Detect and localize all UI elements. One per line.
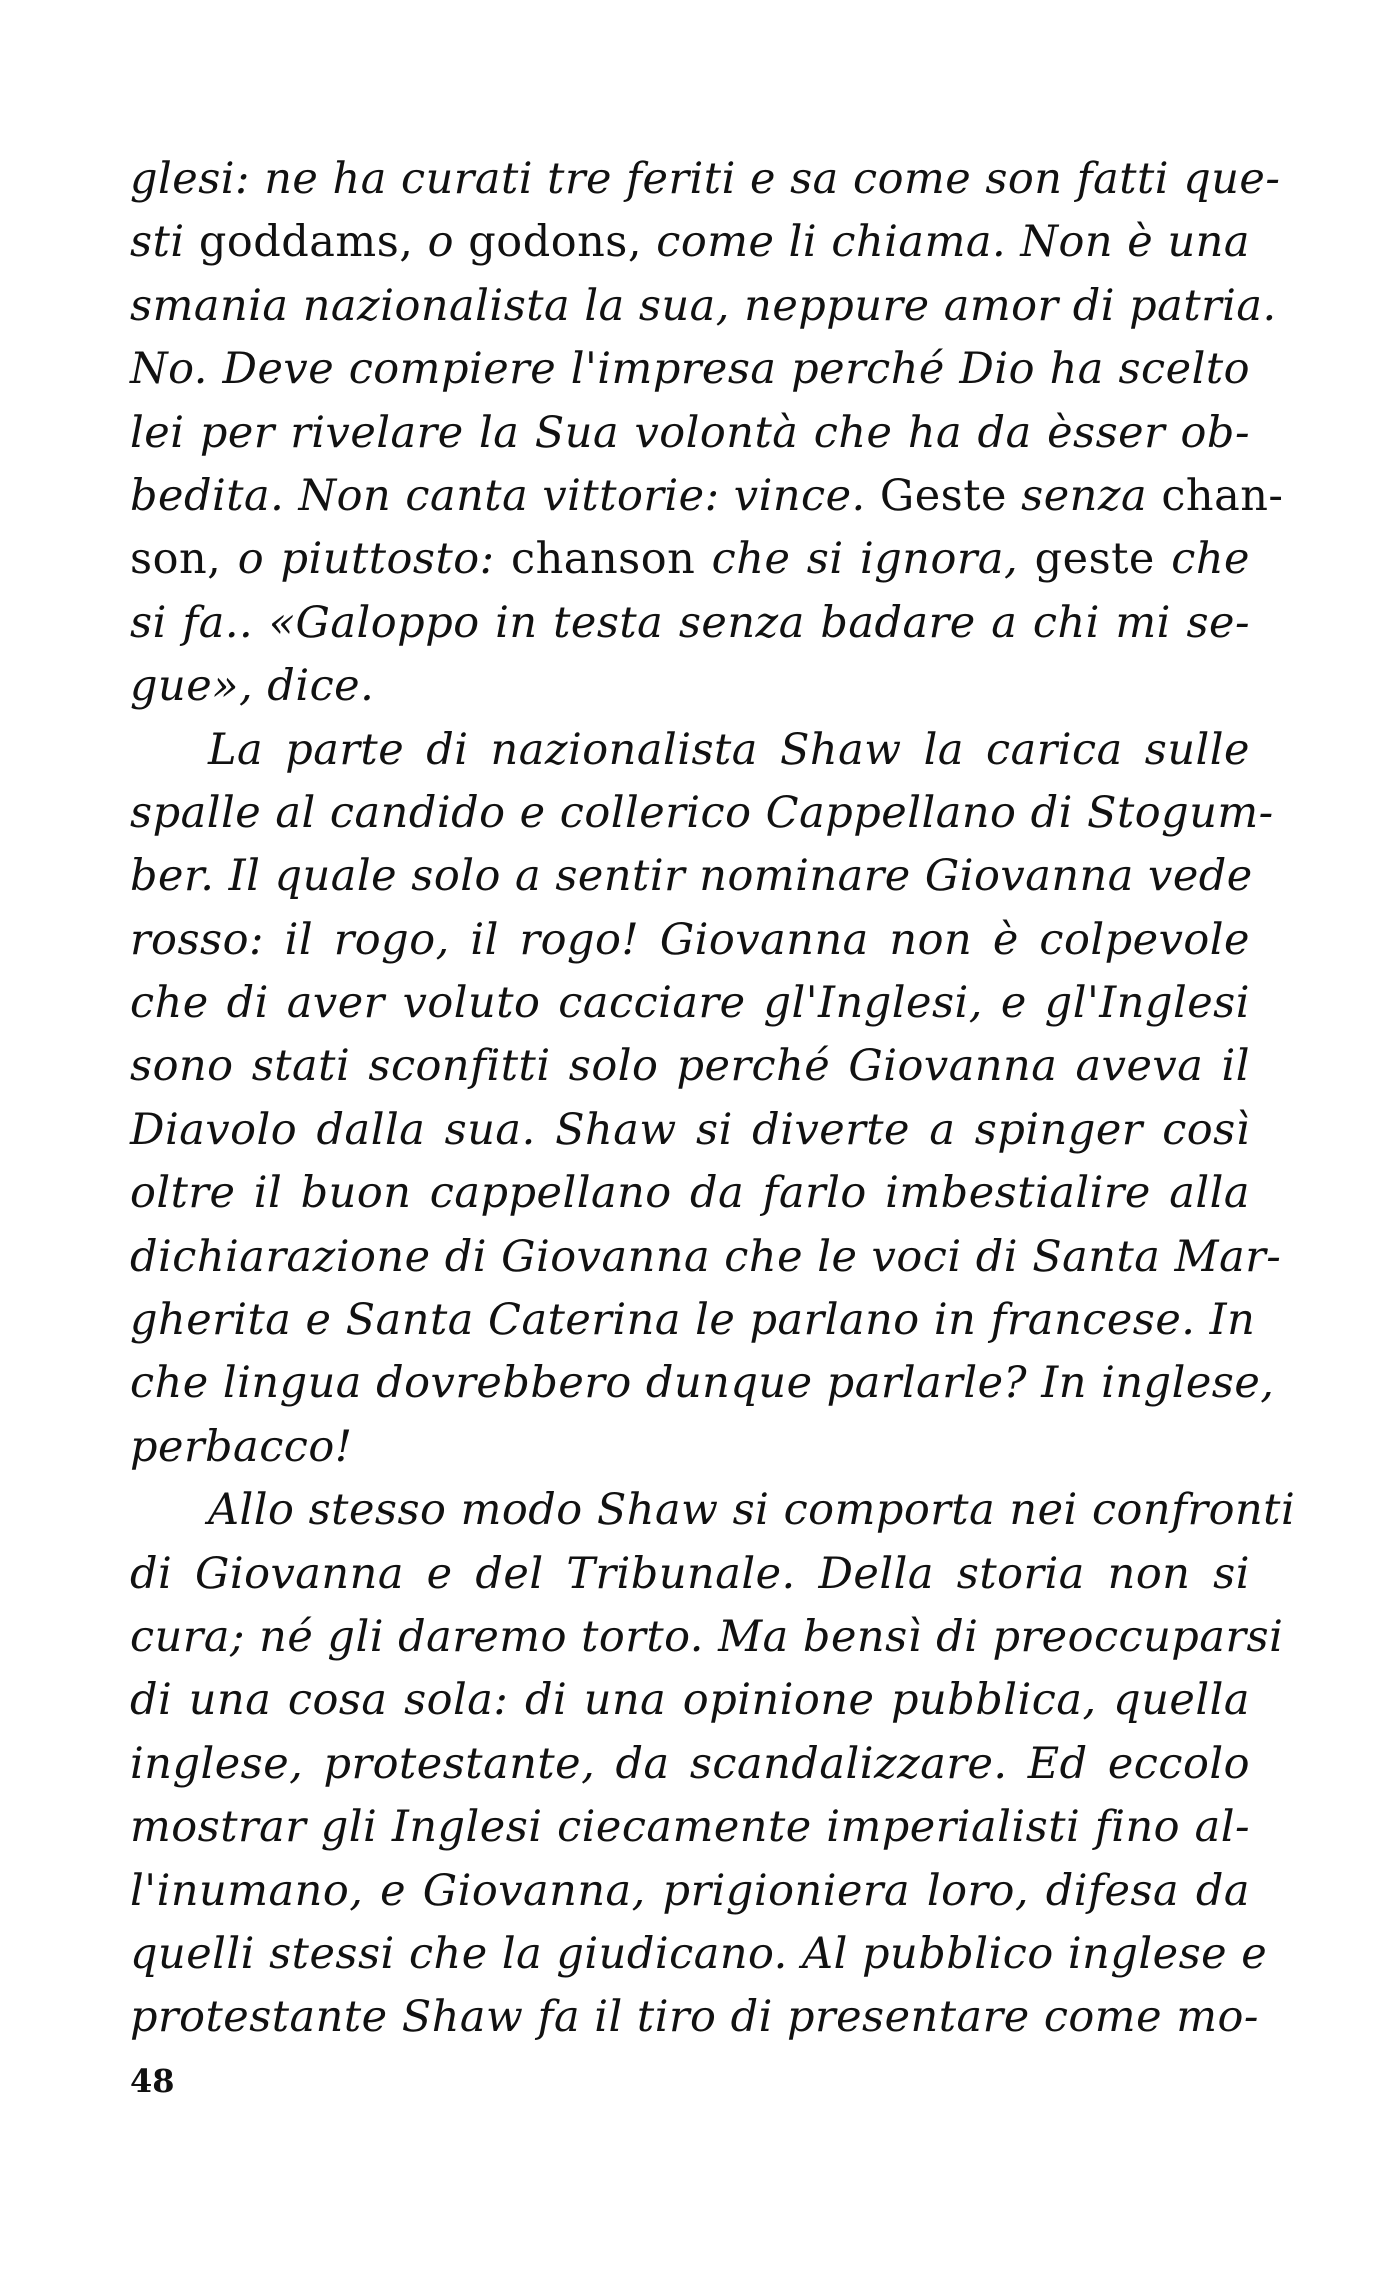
text-segment: di una cosa sola: di una opinione pubblica, quella	[130, 1675, 1250, 1726]
text-segment: Allo stesso modo Shaw si comporta nei confronti	[208, 1485, 1296, 1536]
text-segment: si fa.. «Galoppo in testa senza badare a chi mi se-	[130, 597, 1250, 648]
text-line	[130, 211, 1250, 274]
text-line	[130, 1162, 1250, 1225]
text-line	[130, 402, 1250, 465]
text-segment: oltre il buon cappellano da farlo imbestialire alla	[130, 1168, 1250, 1219]
page-number: 48	[130, 2062, 175, 2100]
text-segment: quelli stessi che la giudicano. Al pubblico inglese e	[130, 1928, 1268, 1979]
text-line	[130, 338, 1250, 401]
text-segment: gue», dice.	[130, 661, 375, 712]
text-segment: No. Deve compiere l'impresa perché Dio ha scelto	[130, 344, 1250, 395]
text-segment: lei per rivelare la Sua volontà che ha da èsser ob-	[130, 407, 1250, 458]
text-line	[130, 1923, 1268, 1986]
text-segment: chanson	[494, 534, 712, 585]
page-body	[130, 148, 1296, 2148]
text-segment: che lingua dovrebbero dunque parlarle? In inglese,	[130, 1358, 1275, 1409]
text-segment: l'inumano, e Giovanna, prigioniera loro, difesa da	[130, 1865, 1250, 1916]
text-segment: goddams,	[184, 217, 428, 268]
text-segment: protestante Shaw fa il tiro di presentare come mo-	[130, 1992, 1259, 2043]
text-line	[130, 1479, 1296, 1542]
text-segment: senza	[1021, 470, 1148, 521]
text-line	[130, 1352, 1275, 1415]
text-segment: smania nazionalista la sua, neppure amor di patria.	[130, 280, 1277, 331]
text-line	[130, 1289, 1256, 1352]
text-line	[130, 1986, 1259, 2049]
text-line	[130, 1606, 1284, 1669]
text-line	[130, 1416, 1250, 1479]
text-line	[130, 592, 1250, 655]
text-segment: glesi: ne ha curati tre feriti e sa come son fatti que-	[130, 154, 1281, 204]
text-line	[130, 909, 1250, 972]
text-segment: perbacco!	[130, 1421, 353, 1472]
text-segment: dichiarazione di Giovanna che le voci di Santa Mar-	[130, 1231, 1282, 1282]
text-segment: cura; né gli daremo torto. Ma bensì di preoccuparsi	[130, 1611, 1284, 1662]
text-segment: sti	[130, 217, 185, 268]
text-segment: o piuttosto:	[237, 534, 495, 585]
text-line	[130, 1733, 1250, 1796]
text-segment: che	[1171, 534, 1250, 585]
text-line	[130, 148, 1281, 211]
text-line	[130, 719, 1250, 782]
text-segment: geste	[1018, 534, 1172, 585]
text-segment: La parte di nazionalista Shaw la carica sulle	[208, 724, 1250, 775]
text-line	[130, 528, 1250, 591]
text-segment: mostrar gli Inglesi ciecamente imperialisti fino al-	[130, 1802, 1250, 1853]
text-segment: bedita. Non canta vittorie: vince.	[130, 470, 866, 521]
paragraph	[130, 1479, 1296, 2050]
text-segment: ber. Il quale solo a sentir nominare Giovanna vede	[130, 851, 1253, 902]
text-line	[130, 465, 1284, 528]
text-segment: rosso: il rogo, il rogo! Giovanna non è colpevole	[130, 914, 1250, 965]
text-segment: son,	[130, 534, 238, 585]
text-line	[130, 1669, 1250, 1732]
text-line	[130, 782, 1274, 845]
text-line	[130, 1099, 1250, 1162]
text-segment: godons,	[454, 217, 657, 268]
text-line	[130, 972, 1250, 1035]
text-line	[130, 1860, 1250, 1923]
text-segment: di Giovanna e del Tribunale. Della storia non si	[130, 1548, 1250, 1599]
text-line	[130, 1035, 1250, 1098]
text-segment: sono stati sconfitti solo perché Giovanna aveva il	[130, 1041, 1250, 1092]
text-segment: che si ignora,	[711, 534, 1019, 585]
text-segment: che di aver voluto cacciare gl'Inglesi, e gl'Inglesi	[130, 978, 1250, 1029]
text-line	[130, 1226, 1282, 1289]
text-segment: chan-	[1147, 470, 1284, 521]
text-line	[130, 655, 1250, 718]
text-segment: Diavolo dalla sua. Shaw si diverte a spinger così	[130, 1104, 1250, 1155]
text-line	[130, 275, 1277, 338]
text-line	[130, 845, 1253, 908]
text-segment: o	[427, 217, 455, 268]
paragraph	[130, 719, 1282, 1480]
paragraph	[130, 148, 1284, 719]
text-segment: gherita e Santa Caterina le parlano in francese. In	[130, 1295, 1256, 1346]
text-segment: inglese, protestante, da scandalizzare. Ed eccolo	[130, 1738, 1250, 1789]
text-line	[130, 1796, 1250, 1859]
text-segment: spalle al candido e collerico Cappellano di Stogum-	[130, 787, 1274, 838]
text-segment: Geste	[865, 470, 1022, 521]
text-segment: come li chiama. Non è una	[656, 217, 1250, 268]
text-line	[130, 1543, 1250, 1606]
